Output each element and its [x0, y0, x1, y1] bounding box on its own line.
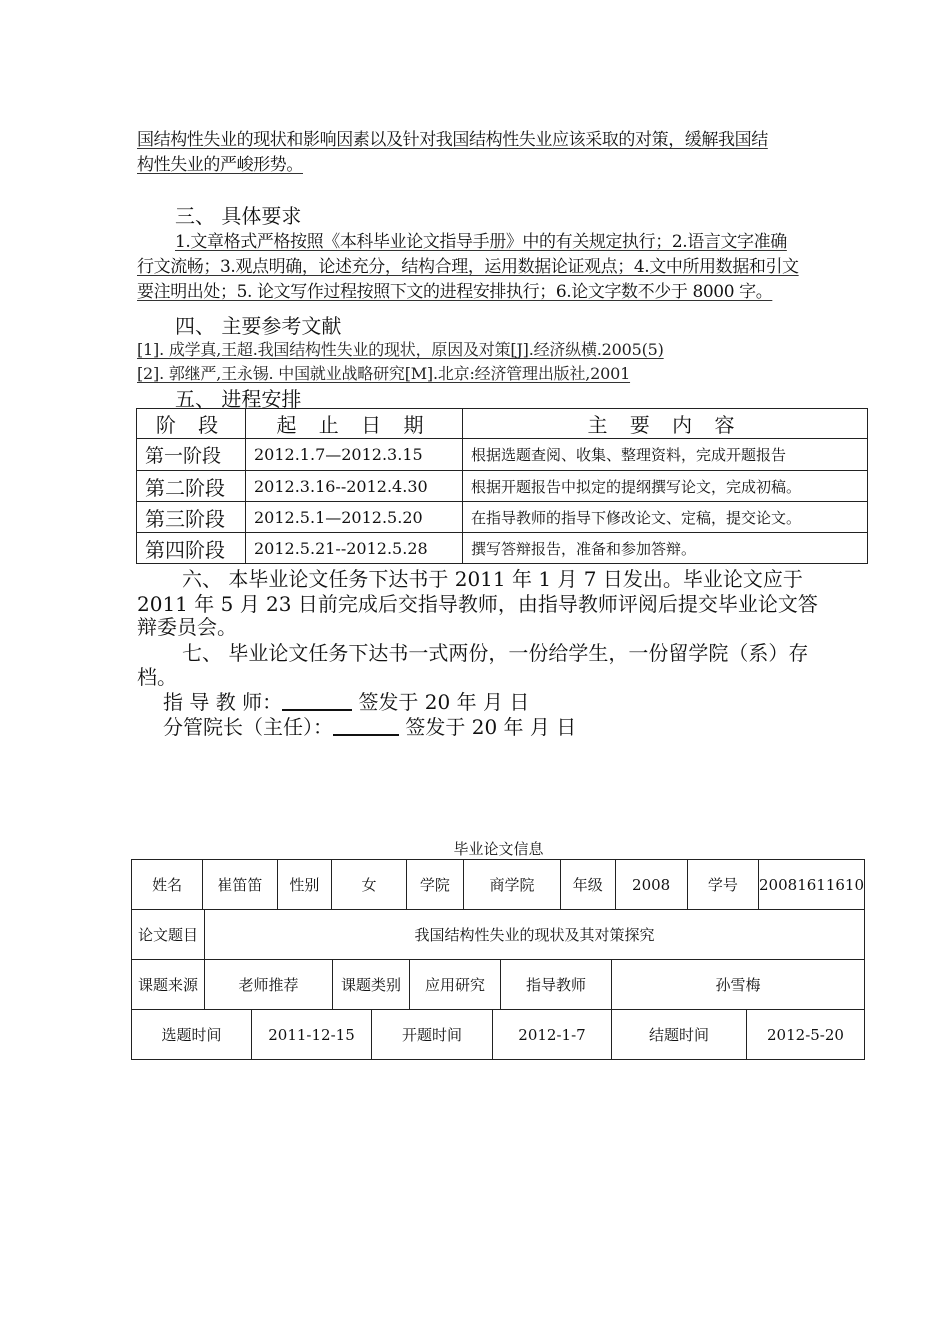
gender-value: 女: [332, 860, 406, 910]
schedule-row: [137, 533, 868, 564]
topic-value: 我国结构性失业的现状及其对策探究: [205, 910, 865, 960]
section-3-line-2: 行文流畅；3.观点明确，论述充分，结构合理，运用数据论证观点；4.文中所用数据和引文: [137, 257, 799, 277]
grade-label: 年级: [560, 860, 615, 910]
name-label: 姓名: [132, 860, 203, 910]
dates-cell: 2012.1.7—2012.3.15: [246, 439, 463, 471]
schedule-table: [136, 408, 868, 564]
stage-cell: 第四阶段: [137, 533, 246, 564]
type-label: 课题类别: [333, 960, 410, 1010]
schedule-row: [137, 471, 868, 502]
schedule-header-row: [137, 409, 868, 439]
stage-cell: 第三阶段: [137, 502, 246, 533]
info-row-3: [132, 960, 865, 1010]
thesis-info-table-topic: [131, 909, 865, 960]
reference-1: [1]. 成学真,王超.我国结构性失业的现状，原因及对策[J].经济纵横.2005(5): [137, 340, 664, 359]
college-value: 商学院: [464, 860, 561, 910]
thesis-info-table-source: [131, 959, 865, 1010]
dates-cell: 2012.5.1—2012.5.20: [246, 502, 463, 533]
source-value: 老师推荐: [205, 960, 333, 1010]
college-label: 学院: [406, 860, 464, 910]
source-label: 课题来源: [132, 960, 205, 1010]
info-row-2: [132, 910, 865, 960]
section-5-heading: 五、 进程安排: [175, 387, 302, 411]
stage-cell: 第一阶段: [137, 439, 246, 471]
name-value: 崔笛笛: [203, 860, 277, 910]
select-time-value: 2011-12-15: [252, 1010, 372, 1060]
end-time-value: 2012-5-20: [747, 1010, 865, 1060]
stage-cell: 第二阶段: [137, 471, 246, 502]
section-4-heading: 四、 主要参考文献: [175, 314, 342, 338]
dates-cell: 2012.3.16--2012.4.30: [246, 471, 463, 502]
grade-value: 2008: [615, 860, 687, 910]
content-cell: 根据开题报告中拟定的提纲撰写论文，完成初稿。: [463, 471, 868, 502]
student-id-label: 学号: [687, 860, 758, 910]
open-time-value: 2012-1-7: [493, 1010, 612, 1060]
section-7-line-1: 七、 毕业论文任务下达书一式两份，一份给学生，一份留学院（系）存: [182, 641, 809, 665]
section-6-line-3: 辩委员会。: [137, 615, 237, 639]
info-table-title: 毕业论文信息: [453, 840, 544, 858]
info-row-4: [132, 1010, 865, 1060]
dean-issue-date: 签发于 20 年 月 日: [405, 715, 577, 739]
student-id-value: 20081611610: [759, 860, 865, 910]
content-cell: 撰写答辩报告，准备和参加答辩。: [463, 533, 868, 564]
section-6-line-2: 2011 年 5 月 23 日前完成后交指导教师，由指导教师评阅后提交毕业论文答: [137, 592, 818, 616]
content-cell: 根据选题查阅、收集、整理资料，完成开题报告: [463, 439, 868, 471]
intro-line-1: 国结构性失业的现状和影响因素以及针对我国结构性失业应该采取的对策，缓解我国结: [137, 130, 768, 150]
content-cell: 在指导教师的指导下修改论文、定稿，提交论文。: [463, 502, 868, 533]
advisor-signature-blank[interactable]: [282, 691, 352, 711]
info-row-1: [132, 860, 865, 910]
type-value: 应用研究: [410, 960, 501, 1010]
advisor-value: 孙雪梅: [612, 960, 865, 1010]
dates-cell: 2012.5.21--2012.5.28: [246, 533, 463, 564]
col-content-header: 主 要 内 容: [463, 409, 868, 439]
section-3-line-1: 1.文章格式严格按照《本科毕业论文指导手册》中的有关规定执行；2.语言文字准确: [175, 232, 787, 252]
select-time-label: 选题时间: [132, 1010, 252, 1060]
end-time-label: 结题时间: [612, 1010, 747, 1060]
reference-2: [2]. 郭继严,王永锡. 中国就业战略研究[M].北京:经济管理出版社,2001: [137, 364, 631, 383]
dean-signature-blank[interactable]: [333, 716, 399, 736]
section-3-line-3: 要注明出处；5. 论文写作过程按照下文的进程安排执行；6.论文字数不少于 8000 字。: [137, 282, 773, 302]
advisor-label-cell: 指导教师: [501, 960, 612, 1010]
section-3-heading: 三、 具体要求: [175, 204, 302, 228]
section-6-line-1: 六、 本毕业论文任务下达书于 2011 年 1 月 7 日发出。毕业论文应于: [182, 567, 803, 591]
topic-label: 论文题目: [132, 910, 205, 960]
open-time-label: 开题时间: [372, 1010, 493, 1060]
dean-label: 分管院长（主任）：: [163, 715, 333, 739]
gender-label: 性别: [277, 860, 332, 910]
advisor-issue-date: 签发于 20 年 月 日: [358, 690, 530, 714]
thesis-info-table-dates: [131, 1009, 865, 1060]
col-stage-header: 阶 段: [137, 409, 246, 439]
intro-line-2: 构性失业的严峻形势。: [137, 155, 303, 175]
col-dates-header: 起 止 日 期: [246, 409, 463, 439]
section-7-line-2: 档。: [137, 665, 177, 689]
thesis-info-table: [131, 859, 865, 910]
advisor-label: 指 导 教 师：: [163, 690, 283, 714]
dean-signature-line: [163, 711, 576, 740]
schedule-row: [137, 502, 868, 533]
schedule-row: [137, 439, 868, 471]
